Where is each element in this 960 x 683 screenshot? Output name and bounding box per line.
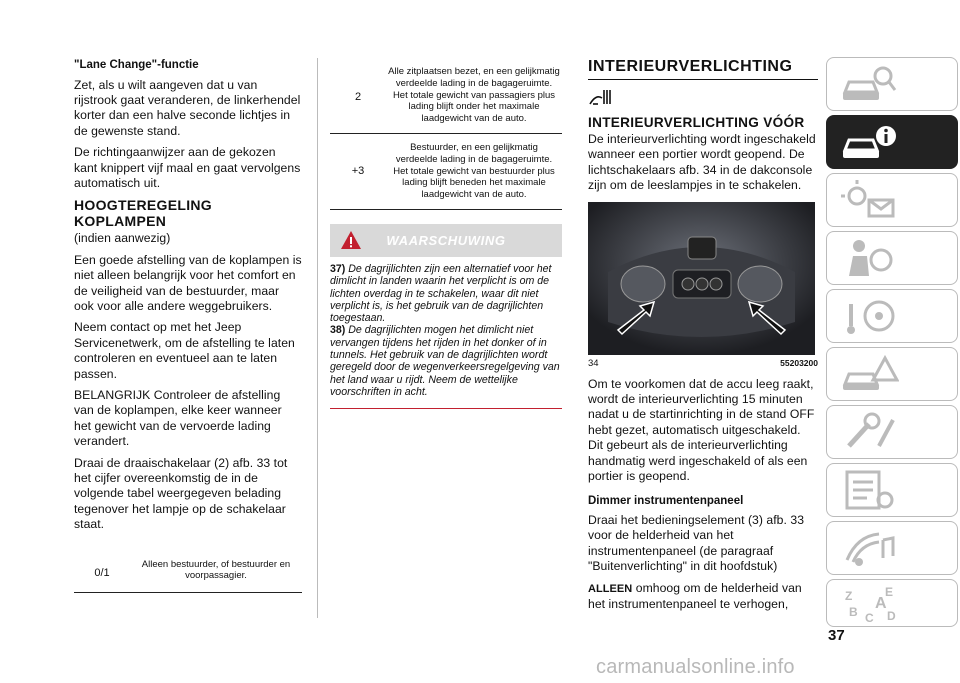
- svg-text:B: B: [849, 605, 858, 619]
- sidebar-tab-index[interactable]: [826, 579, 958, 627]
- paragraph: [588, 581, 818, 613]
- column-divider: [317, 58, 318, 618]
- warning-title: WAARSCHUWING: [386, 232, 506, 248]
- warning-text: De dagrijlichten zijn een alternatief voor het dimlicht in landen waarin het verplicht is om de lichten overdag in te schakelen, waar dit niet verplicht is, is het gebruik van de dagrijlichten toegestaan.: [330, 262, 552, 325]
- column-left: [74, 0, 302, 593]
- svg-text:E: E: [885, 585, 894, 599]
- steering-wheel-icon: [839, 294, 899, 338]
- table-key: +3: [330, 133, 386, 209]
- figure-code: 55203200: [780, 357, 818, 368]
- table-row: [74, 555, 302, 593]
- paragraph: Om te voorkomen dat de accu leeg raakt, wordt de interieurverlichting 15 minuten nadat u de startinrichting in de stand OFF hebt gezet, automatisch uitgeschakeld. Dit gebeurt als de interieurverlichting handmatig werd ingeschakeld of als een portier is geopend.: [588, 376, 815, 484]
- warning-text: De dagrijlichten mogen het dimlicht niet vervangen tijdens het rijden in het donker of in tunnels. Het gebruik van de dagrijlichten wordt geregeld door de wegenverkeersregelgeving van het land waar u rijdt. Neem de wettelijke voorschriften in acht.: [330, 324, 560, 398]
- figure-roof-console: [588, 202, 815, 355]
- warning-car-icon: [839, 352, 899, 396]
- paragraph: De richtingaanwijzer aan de gekozen kant knippert vijf maal en gaat vervolgens automatisch uit.: [74, 145, 301, 190]
- column-middle: [330, 0, 562, 409]
- load-table-part1: [74, 555, 302, 594]
- paragraph: Neem contact op met het Jeep Servicenetwerk, om de afstelling te laten controleren en eventueel aan te laten passen.: [74, 320, 295, 381]
- svg-text:D: D: [887, 609, 896, 623]
- dashboard-lights-icon: [839, 178, 899, 222]
- emphasis: ALLEEN: [588, 582, 633, 595]
- sidebar-tab-car-info[interactable]: [826, 115, 958, 169]
- roof-console-photo: [588, 202, 815, 355]
- section-subtitle: "Lane Change"-functie: [74, 59, 199, 71]
- section-heading: HOOGTEREGELING KOPLAMPEN: [74, 197, 212, 230]
- chapter-heading: INTERIEURVERLICHTING: [588, 58, 818, 80]
- multimedia-icon: [839, 526, 899, 570]
- warning-item: [330, 324, 562, 398]
- warning-content: [330, 257, 562, 409]
- sidebar-tab-dashboard-lights[interactable]: [826, 173, 958, 227]
- sidebar-tab-car-search[interactable]: [826, 57, 958, 111]
- load-table-part2: [330, 62, 562, 210]
- paragraph: Een goede afstelling van de koplampen is niet alleen belangrijk voor het comfort en de veiligheid van de bestuurder, maar ook voor alle andere weggebruikers.: [74, 252, 302, 313]
- paragraph: BELANGRIJK Controleer de afstelling van de koplampen, elke keer wanneer het gewicht van de vervoerde lading verandert.: [74, 388, 282, 449]
- interior-light-icon: [588, 88, 614, 106]
- svg-text:A: A: [875, 595, 887, 612]
- figure-number: 34: [588, 357, 599, 369]
- subsection-title: Dimmer instrumentenpaneel: [588, 495, 744, 508]
- sidebar-tab-multimedia[interactable]: [826, 521, 958, 575]
- paragraph-text: omhoog om de helderheid van het instrumentenpaneel te verhogen,: [588, 580, 802, 611]
- car-search-icon: [839, 62, 899, 106]
- car-info-icon: [839, 120, 899, 164]
- note: (indien aanwezig): [74, 231, 171, 246]
- warning-number: 37): [330, 262, 346, 275]
- sidebar-tab-specs[interactable]: [826, 463, 958, 517]
- warning-item: [330, 263, 562, 324]
- page-number: 37: [828, 627, 845, 644]
- figure-caption: [588, 358, 818, 369]
- paragraph: Zet, als u wilt aangeven dat u van rijstrook gaat veranderen, de linkerhendel korter dan een halve seconde lichtjes in de gewenste stand.: [74, 77, 301, 138]
- table-key: 0/1: [74, 555, 130, 593]
- sidebar-tab-warning-car[interactable]: [826, 347, 958, 401]
- alphabet-index-icon: [839, 584, 899, 626]
- table-key: 2: [330, 62, 386, 133]
- watermark: carmanualsonline.info: [596, 656, 795, 678]
- column-right: [588, 0, 818, 618]
- table-value: Bestuurder, en een gelijkmatig verdeelde lading in de bagageruimte. Het totale gewicht van bestuurder plus lading blijft beneden het maximale laadgewicht van de auto.: [386, 133, 562, 209]
- table-row: [330, 62, 562, 133]
- section-heading: INTERIEURVERLICHTING VÓÓR: [588, 115, 805, 130]
- svg-text:C: C: [865, 611, 874, 625]
- svg-text:Z: Z: [845, 589, 853, 603]
- paragraph: De interieurverlichting wordt ingeschakeld wanneer een portier wordt geopend. De lichtschakelaars afb. 34 in de dakconsole zijn om de leeslampjes in te schakelen.: [588, 132, 816, 193]
- warning-number: 38): [330, 324, 346, 337]
- paragraph: Draai de draaischakelaar (2) afb. 33 tot het cijfer overeenkomstig de in de volgende tabel weergegeven belading tegenover het lampje op de schakelaar staat.: [74, 455, 288, 532]
- sidebar-tab-seatbelt-airbag[interactable]: [826, 231, 958, 285]
- table-value: Alleen bestuurder, of bestuurder en voorpassagier.: [130, 555, 302, 593]
- table-row: [330, 133, 562, 209]
- warning-header: [330, 224, 562, 257]
- table-value: Alle zitplaatsen bezet, en een gelijkmatig verdeelde lading in de bagageruimte. Het totale gewicht van passagiers plus lading blijft onder het maximale laadgewicht van de auto.: [386, 62, 562, 133]
- specs-list-icon: [839, 468, 899, 512]
- seatbelt-airbag-icon: [839, 236, 899, 280]
- wrench-icon: [839, 410, 899, 454]
- sidebar-tab-wrench[interactable]: [826, 405, 958, 459]
- sidebar-tab-steering-wheel[interactable]: [826, 289, 958, 343]
- paragraph: Draai het bedieningselement (3) afb. 33 voor de helderheid van het instrumentenpaneel (de paragraaf "Buitenverlichting" in dit hoofdstuk): [588, 512, 805, 574]
